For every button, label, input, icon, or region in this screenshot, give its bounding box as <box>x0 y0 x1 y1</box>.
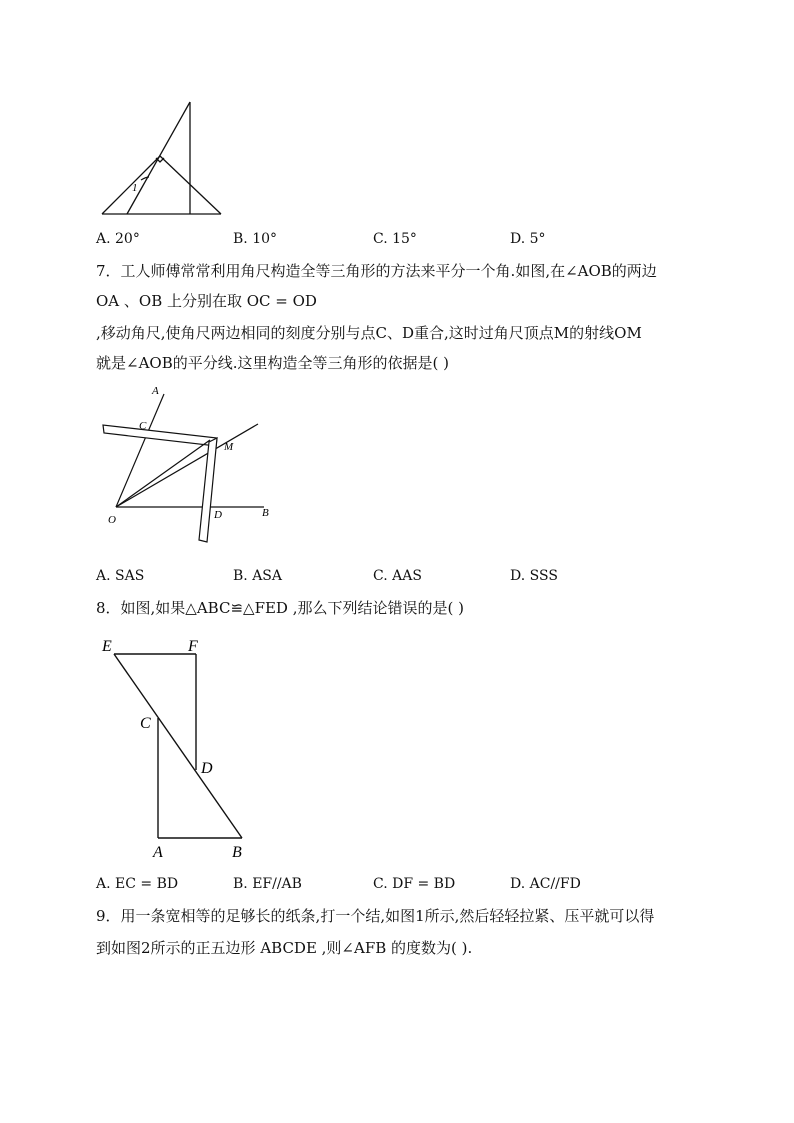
q8-option-a[interactable]: A. EC = BD <box>96 876 179 892</box>
q9-line-1: 9．用一条宽相等的足够长的纸条,打一个结,如图1所示,然后轻轻拉紧、压平就可以得 <box>96 907 655 925</box>
q8-option-c[interactable]: C. DF = BD <box>373 876 456 892</box>
q6-option-d[interactable]: D. 5° <box>510 231 546 247</box>
q7-line-2: OA 、OB 上分别在取 OC = OD <box>96 292 317 310</box>
q7-label-o: O <box>108 514 116 526</box>
q8-label-a: A <box>153 844 163 861</box>
q7-label-c: C <box>139 420 147 432</box>
q7-label-d: D <box>214 509 222 521</box>
q6-left-side <box>102 156 160 214</box>
q7-line-1: 7．工人师傅常常利用角尺构造全等三角形的方法来平分一个角.如图,在∠AOB的两边 <box>96 262 657 280</box>
q7-label-m: M <box>224 441 234 453</box>
q8-label-f: F <box>188 638 198 655</box>
q7-option-b[interactable]: B. ASA <box>233 568 282 584</box>
q7-line-4: 就是∠AOB的平分线.这里构造全等三角形的依据是( ) <box>96 354 449 372</box>
q7-label-a: A <box>152 385 159 397</box>
q7-option-a[interactable]: A. SAS <box>96 568 145 584</box>
q8-option-b[interactable]: B. EF//AB <box>233 876 302 892</box>
q7-label-b: B <box>262 507 269 519</box>
q8-label-d: D <box>201 760 213 777</box>
q7-option-c[interactable]: C. AAS <box>373 568 422 584</box>
q6-angle-label: 1 <box>132 182 138 194</box>
q6-hypotenuse <box>127 102 190 214</box>
q6-option-b[interactable]: B. 10° <box>233 231 278 247</box>
q8-option-d[interactable]: D. AC//FD <box>510 876 581 892</box>
q7-square-arm-2 <box>199 438 217 542</box>
q8-label-b: B <box>232 844 242 861</box>
q6-angle-arc <box>141 177 149 180</box>
q7-line-3: ,移动角尺,使角尺两边相同的刻度分别与点C、D重合,这时过角尺顶点M的射线OM <box>96 324 642 342</box>
q8-label-e: E <box>102 638 112 655</box>
q7-figure <box>96 380 286 550</box>
q6-option-a[interactable]: A. 20° <box>96 231 140 247</box>
q8-segment-eb <box>114 654 242 838</box>
q6-figure <box>96 96 236 221</box>
q9-line-2: 到如图2所示的正五边形 ABCDE ,则∠AFB 的度数为( ). <box>96 939 473 957</box>
q8-line-1: 8．如图,如果△ABC≌△FED ,那么下列结论错误的是( ) <box>96 599 464 617</box>
q6-option-c[interactable]: C. 15° <box>373 231 417 247</box>
q7-option-d[interactable]: D. SSS <box>510 568 558 584</box>
q7-square-arm-1 <box>103 425 217 446</box>
q8-label-c: C <box>140 715 151 732</box>
q8-figure <box>96 630 256 865</box>
